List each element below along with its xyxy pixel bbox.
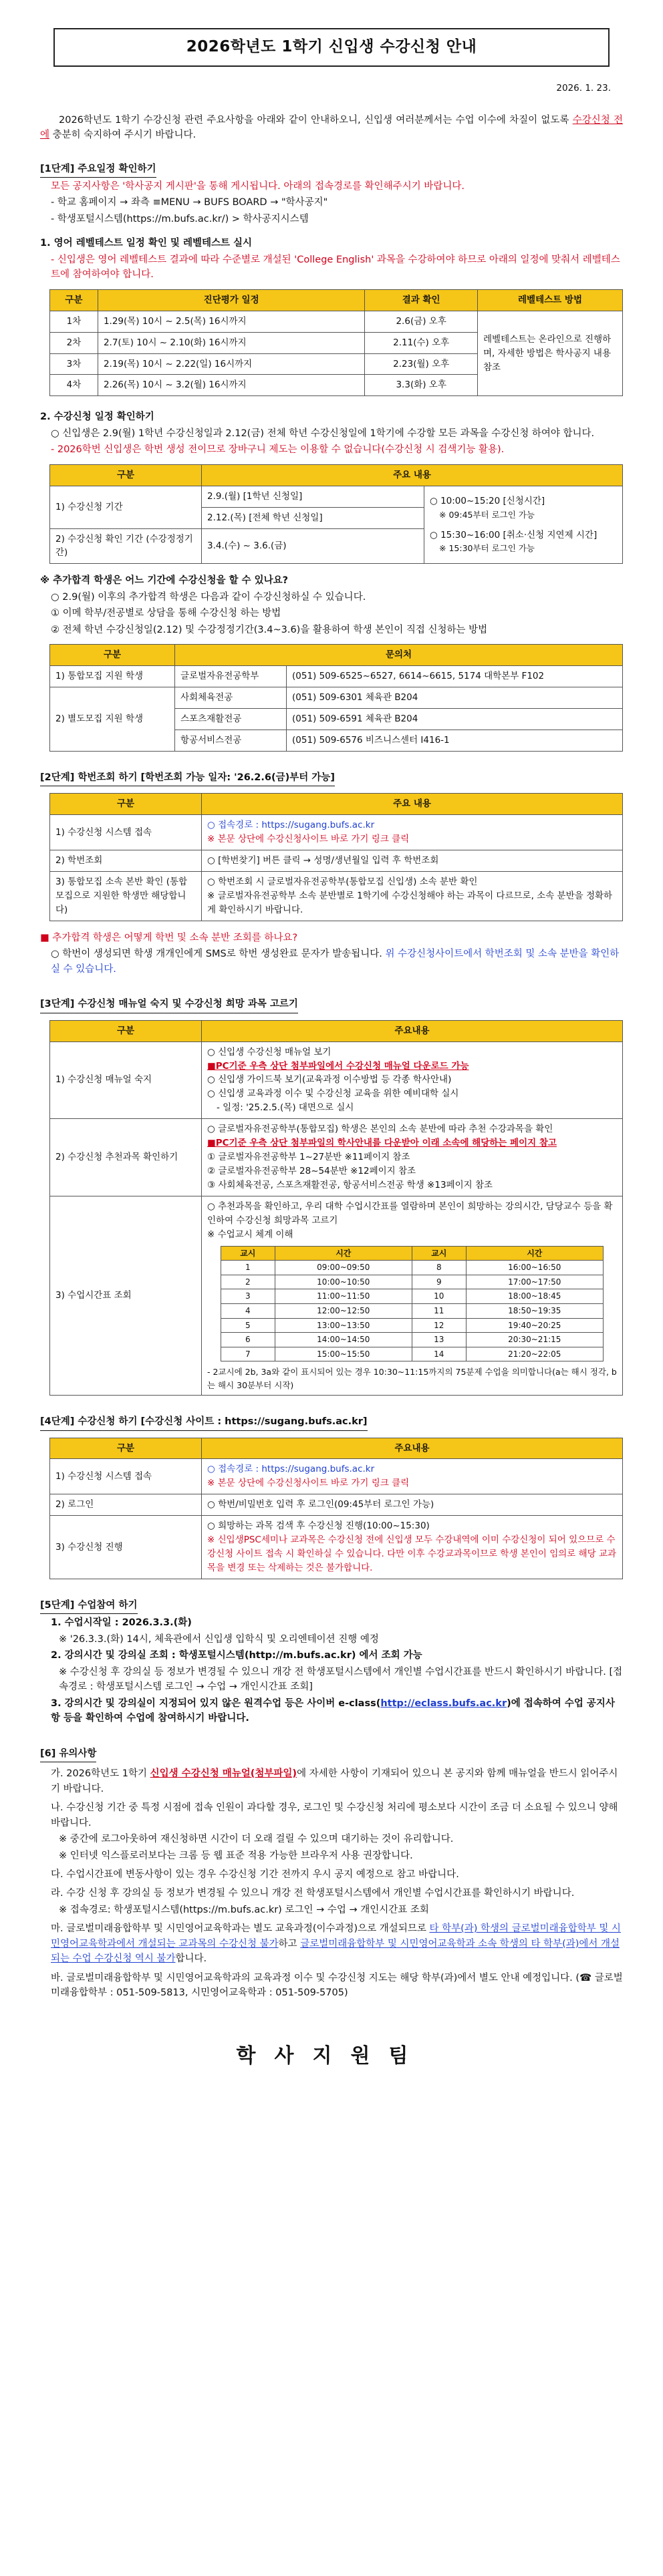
s3-r3-a: ○ 추천과목을 확인하고, 우리 대학 수업시간표를 열람하며 본인이 희망하는 강의시간, 담당교수 등을 확인하여 수강신청 희망과목 고르기 (207, 1200, 613, 1226)
ct-cell: (051) 509-6591 체육관 B204 (287, 709, 623, 730)
s4-access-note: ※ 본문 상단에 수강신청사이트 바로 가기 링크 클릭 (207, 1478, 410, 1489)
tt-cell: 8 (412, 1261, 466, 1275)
rt-header: 주요 내용 (202, 464, 623, 486)
ct-cell: 1) 통합모집 지원 학생 (50, 666, 175, 687)
s1-sub2-l1: ○ 신입생은 2.9(월) 1학년 수강신청일과 2.12(금) 전체 학년 수강신청일에 1학기에 수강할 모든 과목을 수강신청 하여야 합니다. (51, 428, 595, 439)
s5-l3 (40, 1696, 623, 1726)
s6-ma-c: 하고 (278, 1938, 301, 1949)
tt-cell: 13 (412, 1333, 466, 1347)
s3-r2-e: ③ 사회체육전공, 스포츠재활전공, 항공서비스전공 학생 ※13페이지 참조 (207, 1179, 493, 1190)
rt-label: 2) 수강신청 확인 기간 (수강정정기간) (50, 528, 202, 564)
lt-cell: 3.3(화) 오후 (365, 375, 478, 396)
table-row (50, 850, 623, 872)
section5-title: [5단계] 수업참여 하기 (40, 1598, 138, 1614)
ct-cell: 항공서비스전공 (175, 730, 287, 751)
section1-title: [1단계] 주요일정 확인하기 (40, 162, 156, 178)
s6-ba: 바. 글로벌미래융합학부 및 시민영어교육학과의 교육과정 이수 및 수강신청 지도는 해당 학부(과)에서 별도 안내 예정입니다. (☎ 글로벌미래융합학부 : 051-509-5813, 시민영어교육학과 : 051-509-5705) (51, 1972, 623, 1999)
s1-sub2-l2: - 2026학번 신입생은 학번 생성 전이므로 장바구니 제도는 이용할 수 없습니다(수강신청 시 검색기능 활용). (51, 444, 505, 456)
tt-cell: 16:00~16:50 (466, 1261, 603, 1275)
s4-cell: ○ 학번/비밀번호 입력 후 로그인(09:45부터 로그인 가능) (202, 1494, 623, 1516)
table-row (50, 1119, 623, 1196)
table-row (221, 1289, 604, 1304)
s6-ma-d: 글로벌미래융합학부 및 시민영어교육학과 소속 학생의 타 학부(과)에서 개설되는 수업 수강신청 역시 불가 (51, 1938, 620, 1965)
registration-period-table (49, 464, 623, 565)
s3-header: 주요내용 (202, 1020, 623, 1041)
s5-l2-b: 학생포털시스템(http://m.bufs.ac.kr) 에서 조회 가능 (178, 1650, 422, 1661)
s5-l2-note: ※ 수강신청 후 강의실 등 정보가 변경될 수 있으니 개강 전 학생포털시스템에서 개인별 수업시간표를 반드시 확인하시기 바랍니다. [접속경로 : 학생포털시스템 로그인 → 수업 → 개인시간표 조회] (59, 1666, 623, 1693)
tt-cell: 4 (221, 1303, 275, 1318)
tt-cell: 12 (412, 1318, 466, 1333)
registration-table (49, 1438, 623, 1579)
notice-date: 2026. 1. 23. (556, 82, 611, 94)
intro-highlight: 수강신청 전에 (40, 114, 623, 141)
lt-header: 결과 확인 (365, 289, 478, 311)
s2-answer-b: 위 수강신청사이트에서 학번조회 및 소속 분반을 확인하실 수 있습니다. (51, 949, 620, 975)
title-box (53, 28, 610, 67)
s4-r3-b: ※ 신입생PSC세미나 교과목은 수강신청 전에 신입생 모두 수강내역에 이미 수강신청이 되어 있으므로 수강신청 사이트 접속 시 확인하실 수 있습니다. 다만 이후 수강교과목이므로 학생 본인이 임의로 해당 교과목을 변경 또는 삭제하는 것은 불가합니다. (207, 1535, 617, 1574)
s3-r1-b: ■PC기준 우측 상단 첨부파일에서 수강신청 매뉴얼 다운로드 가능 (207, 1060, 469, 1072)
s2-header: 주요 내용 (202, 794, 623, 815)
notice-page (40, 0, 623, 2072)
s3-r2-d: ② 글로벌자유전공학부 28~54분반 ※12페이지 참조 (207, 1165, 416, 1176)
table-row (221, 1261, 604, 1275)
s4-access-path[interactable]: ○ 접속경로 : https://sugang.bufs.ac.kr (207, 1464, 375, 1475)
intro-text-end: 충분히 숙지하여 주시기 바랍니다. (49, 130, 196, 141)
s6-ka (40, 1766, 623, 1796)
s4-cell (202, 1516, 623, 1579)
tt-cell: 5 (221, 1318, 275, 1333)
s2-answer-a: ○ 학번이 생성되면 학생 개개인에게 SMS로 학번 생성완료 문자가 발송됩니다. (51, 949, 386, 960)
s4-label: 2) 로그인 (50, 1494, 202, 1516)
s1-note-3: ② 전체 학년 수강신청일(2.12) 및 수강정정기간(3.4~3.6)을 활용하여 학생 본인이 직접 신청하는 방법 (51, 624, 488, 635)
intro-paragraph (40, 113, 623, 143)
tt-cell: 18:50~19:35 (466, 1303, 603, 1318)
s5-l3-a: 3. 강의시간 및 강의실이 지정되어 있지 않은 원격수업 등은 사이버 e-class( (51, 1698, 381, 1709)
s5-l1-note: ※ '26.3.3.(화) 14시, 체육관에서 신입생 입학식 및 오리엔테이션 진행 예정 (59, 1633, 379, 1645)
table-row (221, 1303, 604, 1318)
lt-cell: 2.19(목) 10시 ~ 2.22(일) 16시까지 (98, 353, 364, 375)
tt-cell: 3 (221, 1289, 275, 1304)
s2-class-check: ○ 학번조회 시 글로벌자유전공학부(통합모집 신입생) 소속 분반 확인 (207, 876, 478, 888)
rt-time2-note: ※ 15:30부터 로그인 가능 (439, 543, 535, 554)
s3-header: 구분 (50, 1020, 202, 1041)
s6-na-note1: ※ 중간에 로그아웃하여 재신청하면 시간이 더 오래 걸릴 수 있으며 대기하는 것이 유리합니다. (59, 1834, 454, 1845)
tt-cell: 13:00~13:50 (275, 1318, 412, 1333)
table-row (50, 1196, 623, 1395)
tt-cell: 09:00~09:50 (275, 1261, 412, 1275)
s1-note-1: ○ 2.9(월) 이후의 추가합격 학생은 다음과 같이 수강신청하실 수 있습니다. (51, 591, 366, 603)
s6-ka-c: 에 자세한 사항이 기재되어 있으니 본 공지와 함께 매뉴얼을 반드시 읽어주시기 바랍니다. (51, 1768, 618, 1794)
tt-cell: 6 (221, 1333, 275, 1347)
s1-path2: - 학생포털시스템(https://m.bufs.ac.kr/) > 학사공지시스템 (51, 213, 309, 224)
s2-label: 1) 수강신청 시스템 접속 (50, 815, 202, 850)
table-row (50, 1041, 623, 1119)
s3-label: 2) 수강신청 추천과목 확인하기 (50, 1119, 202, 1196)
table-row (50, 815, 623, 850)
rt-cell: 2.12.(목) [전체 학년 신청일] (202, 507, 424, 528)
s6-ma-e: 합니다. (175, 1953, 207, 1965)
s3-r1-d: ○ 신입생 교육과정 이수 및 수강신청 교육을 위한 예비대학 실시 (207, 1088, 459, 1100)
s2-label: 3) 통합모집 소속 본반 확인 (통합모집으로 지원한 학생만 해당합니다) (50, 872, 202, 921)
ct-header: 문의처 (175, 645, 623, 666)
lt-method: 레벨테스트는 온라인으로 진행하며, 자세한 방법은 학사공지 내용 참조 (478, 311, 623, 396)
table-row (50, 1516, 623, 1579)
s6-ma (40, 1921, 623, 1966)
tt-cell: 7 (221, 1347, 275, 1361)
s3-r2-c: ① 글로벌자유전공학부 1~27분반 ※11페이지 참조 (207, 1152, 410, 1163)
tt-header: 교시 (221, 1246, 275, 1261)
ct-cell: (051) 509-6576 비즈니스센터 I416-1 (287, 730, 623, 751)
s2-answer (40, 947, 623, 977)
rt-time1: ○ 10:00~15:20 [신청시간] (430, 496, 545, 507)
s3-cell (202, 1119, 623, 1196)
section3-title: [3단계] 수강신청 매뉴얼 숙지 및 수강신청 희망 과목 고르기 (40, 997, 298, 1013)
ct-cell: (051) 509-6525~6527, 6614~6615, 5174 대학본부 F102 (287, 666, 623, 687)
tt-cell: 20:30~21:15 (466, 1333, 603, 1347)
s4-header: 구분 (50, 1438, 202, 1459)
tt-cell: 21:20~22:05 (466, 1347, 603, 1361)
s6-ka-b: 신입생 수강신청 매뉴얼(첨부파일) (150, 1768, 297, 1780)
lt-header: 진단평가 일정 (98, 289, 364, 311)
s6-ka-a: 가. 2026학년도 1학기 (51, 1768, 150, 1780)
lt-cell: 2차 (50, 332, 98, 353)
s6-na-note2: ※ 인터넷 익스플로러보다는 크롬 등 웹 표준 적용 가능한 브라우저 사용 권장합니다. (59, 1850, 413, 1861)
section2-title: [2단계] 학번조회 하기 [학번조회 가능 일자: '26.2.6(금)부터 가능] (40, 770, 335, 786)
section6-title: [6] 유의사항 (40, 1746, 96, 1762)
s5-l2 (40, 1648, 623, 1663)
tt-cell: 19:40~20:25 (466, 1318, 603, 1333)
tt-cell: 11 (412, 1303, 466, 1318)
s2-class-note: ※ 글로벌자유전공학부 소속 분반별로 1학기에 수강신청해야 하는 과목이 다르므로, 소속 분반을 정확하게 확인하시기 바랍니다. (207, 890, 613, 915)
s3-r1-e: - 일정: '25.2.5.(목) 대면으로 실시 (217, 1102, 354, 1114)
s1-sub1-title: 1. 영어 레벨테스트 일정 확인 및 레벨테스트 실시 (40, 238, 253, 249)
s2-access-path[interactable]: ○ 접속경로 : https://sugang.bufs.ac.kr (207, 820, 375, 831)
page-title: 2026학년도 1학기 신입생 수강신청 안내 (186, 38, 477, 55)
lt-cell: 1차 (50, 311, 98, 332)
lt-cell: 2.23(월) 오후 (365, 353, 478, 375)
tt-cell: 2 (221, 1275, 275, 1289)
s6-na: 나. 수강신청 기간 중 특정 시점에 접속 인원이 과다할 경우, 로그인 및 수강신청 처리에 평소보다 시간이 조금 더 소요될 수 있으니 양해 바랍니다. (51, 1802, 618, 1828)
table-row (50, 1459, 623, 1494)
rt-cell: 3.4.(수) ~ 3.6.(금) (202, 528, 424, 564)
tt-cell: 1 (221, 1261, 275, 1275)
tt-cell: 10 (412, 1289, 466, 1304)
rt-label: 1) 수강신청 기간 (50, 486, 202, 528)
tt-cell: 11:00~11:50 (275, 1289, 412, 1304)
tt-cell: 18:00~18:45 (466, 1289, 603, 1304)
rt-time1-note: ※ 09:45부터 로그인 가능 (439, 510, 535, 520)
table-row (50, 666, 623, 687)
s3-r2-b: ■PC기준 우측 상단 첨부파일의 학사안내를 다운받아 이래 소속에 해당하는 페이지 참고 (207, 1138, 557, 1149)
s6-ra: 라. 수강 신청 후 강의실 등 정보가 변경될 수 있으니 개강 전 학생포털시스템에서 개인별 수업시간표를 확인하시기 바랍니다. (51, 1888, 575, 1899)
intro-text: 2026학년도 1학기 수강신청 관련 주요사항을 아래와 같이 안내하오니, 신입생 여러분께서는 수업 이수에 차질이 없도록 (59, 114, 573, 126)
s6-ra-note: ※ 접속경로: 학생포털시스템(https://m.bufs.ac.kr) 로그인 → 수업 → 개인시간표 조회 (59, 1904, 429, 1915)
lt-header: 구분 (50, 289, 98, 311)
s3-label: 1) 수강신청 매뉴얼 숙지 (50, 1041, 202, 1119)
tt-header: 시간 (466, 1246, 603, 1261)
s4-r3-a: ○ 희망하는 과목 검색 후 수강신청 진행(10:00~15:30) (207, 1520, 430, 1532)
s1-note-2: ① 이메 학부/전공별로 상담을 통해 수강신청 하는 방법 (51, 608, 281, 619)
lt-cell: 2.26(목) 10시 ~ 3.2(월) 16시까지 (98, 375, 364, 396)
ct-cell: 2) 별도모집 지원 학생 (50, 687, 175, 752)
s3-r1-a: ○ 신입생 수강신청 매뉴얼 보기 (207, 1046, 332, 1058)
s2-cell (202, 815, 623, 850)
tt-cell: 9 (412, 1275, 466, 1289)
lt-cell: 1.29(목) 10시 ~ 2.5(목) 16시까지 (98, 311, 364, 332)
s4-cell (202, 1459, 623, 1494)
s1-sub1-note: - 신입생은 영어 레벨테스트 결과에 따라 수준별로 개설된 'College English' 과목을 수강하여야 하므로 아래의 일정에 맞춰서 레벨테스트에 참여하여야 합니다. (51, 254, 620, 281)
table-row (50, 1494, 623, 1516)
table-row (221, 1275, 604, 1289)
rt-time2: ○ 15:30~16:00 [취소·신청 지연제 시간] (430, 529, 598, 540)
tt-cell: 14 (412, 1347, 466, 1361)
s4-label: 3) 수강신청 진행 (50, 1516, 202, 1579)
tt-cell: 10:00~10:50 (275, 1275, 412, 1289)
lt-header: 레벨테스트 방법 (478, 289, 623, 311)
lt-cell: 2.7(토) 10시 ~ 2.10(화) 16시까지 (98, 332, 364, 353)
tt-cell: 17:00~17:50 (466, 1275, 603, 1289)
s5-l3-c: )에 접속하여 수업 공지사항 등을 확인하여 수업에 참여하시기 바랍니다. (51, 1698, 615, 1724)
table-row (221, 1347, 604, 1361)
s1-sub2-title: 2. 수강신청 일정 확인하기 (40, 412, 154, 423)
s3-r1-c: ○ 신입생 가이드북 보기(교육과정 이수방법 등 각종 학사안내) (207, 1074, 452, 1086)
ct-cell: (051) 509-6301 체육관 B204 (287, 687, 623, 709)
contact-table (49, 644, 623, 752)
s1-path1: - 학교 홈페이지 → 좌측 ≡MENU → BUFS BOARD → "학사공지" (51, 197, 328, 208)
footer-department: 학사지원팀 (236, 2044, 427, 2068)
ct-cell: 사회체육전공 (175, 687, 287, 709)
tt-cell: 15:00~15:50 (275, 1347, 412, 1361)
s6-ma-b: 타 학부(과) 학생의 글로벌미래융합학부 및 시민영어교육학과에서 개설되는 교과목의 수강신청 불가 (51, 1923, 621, 1949)
table-row (50, 687, 623, 709)
s3-cell (202, 1041, 623, 1119)
class-period-table-wrap (221, 1246, 604, 1362)
s1-notice: 모든 공지사항은 '학사공지 게시판'을 통해 게시됩니다. 아래의 접속경로를 확인해주시기 바랍니다. (51, 180, 465, 192)
s2-cell: ○ [학번찾기] 버튼 클릭 → 성명/생년월일 입력 후 학번조회 (202, 850, 623, 872)
lt-cell: 2.6(금) 오후 (365, 311, 478, 332)
s4-label: 1) 수강신청 시스템 접속 (50, 1459, 202, 1494)
lt-cell: 4차 (50, 375, 98, 396)
s4-header: 주요내용 (202, 1438, 623, 1459)
lt-cell: 2.11(수) 오후 (365, 332, 478, 353)
table-row (50, 486, 623, 507)
s2-cell (202, 872, 623, 921)
rt-times (424, 486, 623, 564)
section4-title: [4단계] 수강신청 하기 [수강신청 사이트 : https://sugang.bufs.ac.kr] (40, 1414, 368, 1430)
s5-l1: 1. 수업시작일 : 2026.3.3.(화) (51, 1617, 192, 1629)
s6-ma-a: 마. 글로벌미래융합학부 및 시민영어교육학과는 별도 교육과정(이수과정)으로 개설되므로 (51, 1923, 430, 1935)
ct-cell: 스포츠재활전공 (175, 709, 287, 730)
s2-question: ■ 추가합격 학생은 어떻게 학번 및 소속 분반 조회를 하나요? (40, 932, 298, 943)
tt-header: 교시 (412, 1246, 466, 1261)
s2-label: 2) 학번조회 (50, 850, 202, 872)
eclass-link[interactable]: http://eclass.bufs.ac.kr (380, 1698, 507, 1709)
s2-access-note: ※ 본문 상단에 수강신청사이트 바로 가기 링크 클릭 (207, 834, 410, 845)
table-row (50, 311, 623, 332)
level-test-table (49, 289, 623, 397)
s2-header: 구분 (50, 794, 202, 815)
s3-r3-b: ※ 수업교시 체계 이해 (207, 1229, 293, 1240)
s3-cell (202, 1196, 623, 1395)
table-row (221, 1333, 604, 1347)
tt-cell: 14:00~14:50 (275, 1333, 412, 1347)
s6-da: 다. 수업시간표에 변동사항이 있는 경우 수강신청 기간 전까지 우시 공지 예정으로 참고 바랍니다. (51, 1869, 459, 1880)
s3-r3-c: - 2교시에 2b, 3a와 같이 표시되어 있는 경우 10:30~11:15까지의 75분제 수업을 의미합니다(a는 해시 정각, b는 해시 30분부터 시작) (207, 1367, 617, 1390)
s5-l2-a: 2. 강의시간 및 강의실 조회 : (51, 1650, 179, 1661)
tt-header: 시간 (275, 1246, 412, 1261)
tt-cell: 12:00~12:50 (275, 1303, 412, 1318)
s3-label: 3) 수업시간표 조회 (50, 1196, 202, 1395)
ct-cell: 글로벌자유전공학부 (175, 666, 287, 687)
manual-table (49, 1020, 623, 1396)
s1-note-heading: ※ 추가합격 학생은 어느 기간에 수강신청을 할 수 있나요? (40, 575, 289, 587)
s3-r2-a: ○ 글로벌자유전공학부(통합모집) 학생은 본인의 소속 분반에 따라 추천 수강과목을 확인 (207, 1124, 553, 1135)
rt-header: 구분 (50, 464, 202, 486)
lt-cell: 3차 (50, 353, 98, 375)
table-row (50, 872, 623, 921)
table-row (221, 1318, 604, 1333)
ct-header: 구분 (50, 645, 175, 666)
rt-cell: 2.9.(월) [1학년 신청일] (202, 486, 424, 507)
student-id-table (49, 793, 623, 921)
class-period-table (221, 1246, 604, 1362)
